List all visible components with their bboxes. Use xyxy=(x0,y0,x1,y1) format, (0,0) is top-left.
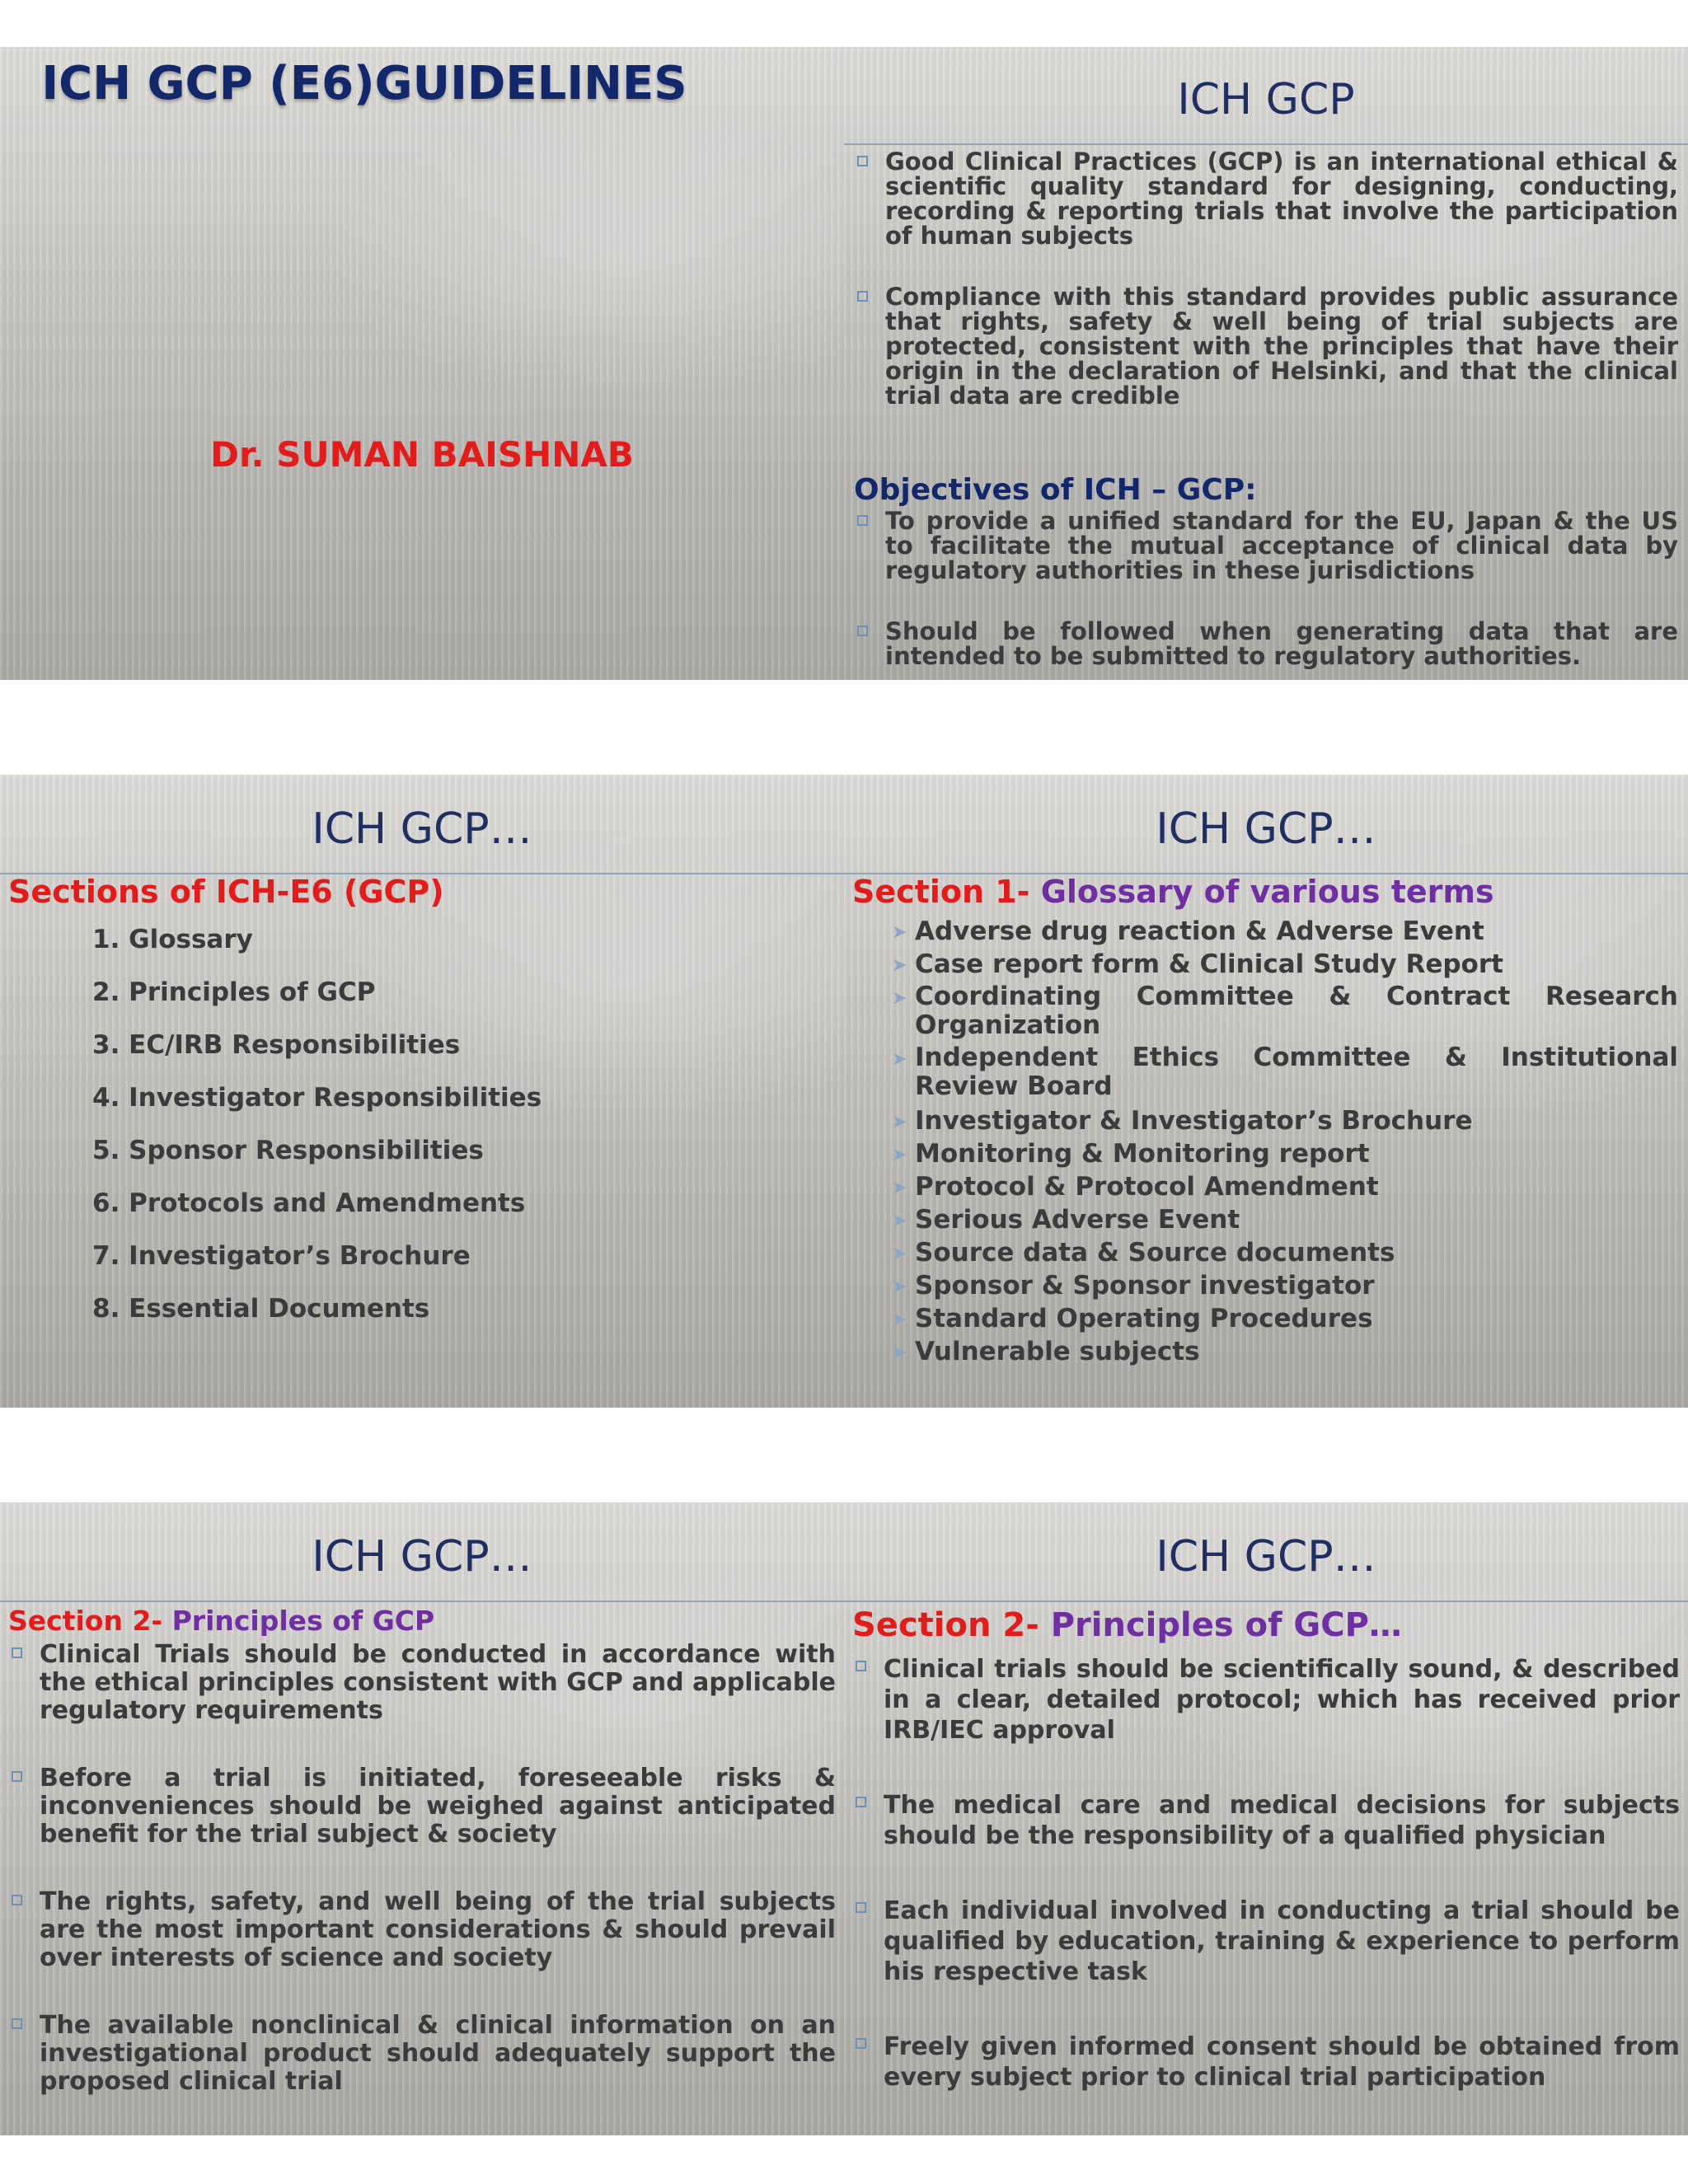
principles-cont-heading-title: Principles of GCP… xyxy=(1050,1606,1402,1644)
square-bullet-icon xyxy=(857,291,868,302)
arrow-bullet-icon: ➤ xyxy=(892,1145,907,1165)
slide-row-1 xyxy=(0,47,1688,680)
slide-row-2 xyxy=(0,775,1688,1408)
list-item: Clinical Trials should be conducted in accordance with the ethical principles consistent with GCP and applicable regulatory requirements xyxy=(8,1641,836,1725)
arrow-bullet-icon: ➤ xyxy=(892,955,907,976)
list-item: The available nonclinical & clinical information on an investigational product should adequately support the proposed clinical trial xyxy=(8,2012,836,2096)
square-bullet-icon xyxy=(856,1797,866,1807)
square-bullet-icon xyxy=(12,1771,22,1782)
list-item: To provide a unified standard for the EU, Japan & the US to facilitate the mutual acceptance of clinical data by regulatory authorities in these jurisdictions xyxy=(854,509,1678,583)
list-item: ➤ Protocol & Protocol Amendment xyxy=(889,1170,1678,1203)
principles-cont-heading xyxy=(852,1606,1402,1644)
arrow-bullet-icon: ➤ xyxy=(892,1343,907,1363)
arrow-bullet-icon: ➤ xyxy=(892,1244,907,1264)
slide-2-title-rule xyxy=(844,143,1688,145)
slide-6-title: ICH GCP… xyxy=(1156,1532,1376,1582)
principles-heading-section: Section 2- xyxy=(8,1605,163,1637)
square-bullet-icon xyxy=(12,1895,22,1905)
list-item: ➤ Sponsor & Sponsor investigator xyxy=(889,1269,1678,1302)
list-item: ➤ Standard Operating Procedures xyxy=(889,1302,1678,1335)
list-item: ➤ Investigator & Investigator’s Brochure xyxy=(889,1104,1678,1137)
list-item: 2. Principles of GCP xyxy=(92,977,376,1007)
list-item: ➤ Monitoring & Monitoring report xyxy=(889,1137,1678,1170)
glossary-list xyxy=(889,915,1678,1368)
principles-heading-title: Principles of GCP xyxy=(171,1605,435,1637)
slide-1-author: Dr. SUMAN BAISHNAB xyxy=(210,434,634,475)
slide-5-title-rule xyxy=(0,1601,844,1602)
square-bullet-icon xyxy=(856,1902,866,1913)
list-item: Each individual involved in conducting a trial should be qualified by education, training & experience to perform his respective task xyxy=(852,1896,1680,1987)
list-item: ➤ Independent Ethics Committee & Institutional Review Board xyxy=(892,1043,1678,1101)
list-item: ➤ Source data & Source documents xyxy=(889,1236,1678,1269)
slide-6 xyxy=(844,1502,1688,2135)
list-item: ➤ Vulnerable subjects xyxy=(889,1335,1678,1368)
square-bullet-icon xyxy=(12,2018,22,2029)
list-item: 1. Glossary xyxy=(92,925,253,954)
list-item: Should be followed when generating data that are intended to be submitted to regulatory authorities. xyxy=(854,619,1678,668)
slide-4-title: ICH GCP… xyxy=(1156,804,1376,854)
list-item: ➤ Case report form & Clinical Study Report xyxy=(889,948,1678,981)
slide-row-3 xyxy=(0,1502,1688,2135)
slide-1-divider xyxy=(99,538,775,539)
square-bullet-icon xyxy=(856,1661,866,1671)
arrow-bullet-icon: ➤ xyxy=(892,1112,907,1132)
glossary-heading-title: Glossary of various terms xyxy=(1040,874,1494,910)
list-item: 5. Sponsor Responsibilities xyxy=(92,1136,484,1165)
square-bullet-icon xyxy=(856,2038,866,2049)
list-item: The rights, safety, and well being of the trial subjects are the most important considerations & should prevail over interests of science and society xyxy=(8,1888,836,1972)
list-item: 8. Essential Documents xyxy=(92,1294,430,1324)
slide-5-body xyxy=(8,1641,836,2096)
list-item: 6. Protocols and Amendments xyxy=(92,1188,526,1218)
list-item: 4. Investigator Responsibilities xyxy=(92,1083,542,1113)
slide-5-title: ICH GCP… xyxy=(312,1532,532,1582)
square-bullet-icon xyxy=(12,1647,22,1658)
slide-1 xyxy=(0,47,844,680)
arrow-bullet-icon: ➤ xyxy=(892,1211,907,1231)
principles-heading xyxy=(8,1605,434,1637)
objectives-heading: Objectives of ICH – GCP: xyxy=(854,473,1257,507)
square-bullet-icon xyxy=(857,626,868,636)
arrow-bullet-icon: ➤ xyxy=(892,988,907,1009)
sections-heading: Sections of ICH-E6 (GCP) xyxy=(8,874,444,910)
arrow-bullet-icon: ➤ xyxy=(892,1310,907,1330)
arrow-bullet-icon: ➤ xyxy=(892,1277,907,1297)
list-item: Before a trial is initiated, foreseeable risks & inconveniences should be weighed against anticipated benefit for the trial subject & society xyxy=(8,1765,836,1849)
slide-6-title-rule xyxy=(844,1601,1688,1602)
list-item: ➤ Coordinating Committee & Contract Research Organization xyxy=(892,982,1678,1040)
list-item: Good Clinical Practices (GCP) is an international ethical & scientific quality standard for designing, conducting, recording & reporting trials that involve the participation of human subjects xyxy=(854,149,1678,248)
arrow-bullet-icon: ➤ xyxy=(892,1049,907,1070)
slide-5 xyxy=(0,1502,844,2135)
principles-cont-heading-section: Section 2- xyxy=(852,1606,1039,1644)
slide-6-body xyxy=(852,1654,1680,2093)
list-item: Clinical trials should be scientifically sound, & described in a clear, detailed protocol; which has received prior IRB/IEC approval xyxy=(852,1654,1680,1746)
square-bullet-icon xyxy=(857,156,868,166)
slide-3 xyxy=(0,775,844,1408)
slide-3-title: ICH GCP… xyxy=(312,804,532,854)
arrow-bullet-icon: ➤ xyxy=(892,922,907,943)
arrow-bullet-icon: ➤ xyxy=(892,1178,907,1198)
glossary-heading-section: Section 1- xyxy=(852,874,1030,910)
list-item: 3. EC/IRB Responsibilities xyxy=(92,1030,461,1060)
list-item: Freely given informed consent should be obtained from every subject prior to clinical trial participation xyxy=(852,2032,1680,2093)
list-item: ➤ Serious Adverse Event xyxy=(889,1203,1678,1236)
list-item: ➤ Adverse drug reaction & Adverse Event xyxy=(889,915,1678,948)
list-item: Compliance with this standard provides public assurance that rights, safety & well being of trial subjects are protected, consistent with the principles that have their origin in the declaration of Helsinki, and that the clinical trial data are credible xyxy=(854,284,1678,408)
slide-2-title: ICH GCP xyxy=(1177,75,1355,124)
slide-4 xyxy=(844,775,1688,1408)
list-item: 7. Investigator’s Brochure xyxy=(92,1241,471,1271)
square-bullet-icon xyxy=(857,515,868,526)
list-item: The medical care and medical decisions for subjects should be the responsibility of a qualified physician xyxy=(852,1790,1680,1851)
slide-2 xyxy=(844,47,1688,680)
slide-1-title: ICH GCP (E6)GUIDELINES xyxy=(41,57,687,110)
sections-list xyxy=(92,913,752,1335)
glossary-heading xyxy=(852,874,1494,910)
slide-2-body xyxy=(854,148,1678,668)
